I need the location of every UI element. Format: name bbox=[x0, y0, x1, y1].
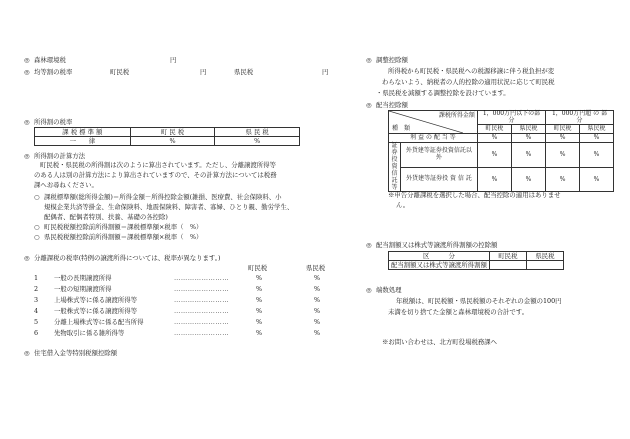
table-row bbox=[389, 167, 614, 192]
adjust-heading bbox=[366, 56, 408, 64]
table-row bbox=[389, 143, 614, 168]
calc-line: 町民税・県民税の所得割は次のように算出されています。ただし、分離譲渡所得等 bbox=[40, 161, 276, 169]
table-cell: % bbox=[580, 134, 614, 143]
adjust-line: ・県民税を減額する調整控除を設けています。 bbox=[376, 89, 510, 97]
forest-tax-unit: 円 bbox=[170, 56, 177, 64]
table-cell: % bbox=[477, 143, 511, 168]
separate-row-label: 分離上場株式等に係る配当所得 bbox=[54, 318, 144, 326]
calc-item-text: 配偶者、配偶者特別、扶養、基礎の各控除) bbox=[44, 213, 168, 221]
equal-rate-label: 均等割の税率 bbox=[34, 68, 73, 76]
equal-rate-city-unit: 円 bbox=[200, 68, 207, 76]
separate-row-label: 先物取引に係る雑所得等 bbox=[54, 329, 125, 337]
separate-row-pref: % bbox=[314, 285, 321, 293]
dividend-band-header: 1，000万円超 の 部 分 bbox=[546, 111, 614, 125]
separate-row-pref: % bbox=[314, 296, 321, 304]
equal-rate-pref-unit: 円 bbox=[322, 68, 329, 76]
separate-row-number: 4 bbox=[34, 307, 39, 315]
table-header-cell: 町民税 bbox=[477, 125, 511, 134]
table-cell: % bbox=[477, 134, 511, 143]
separate-row-pref: % bbox=[314, 274, 321, 282]
calc-item bbox=[34, 233, 202, 241]
forest-tax-label: 森林環境税 bbox=[34, 56, 66, 64]
leader-dots: …………………… bbox=[174, 329, 230, 337]
equal-rate-city-label: 町民税 bbox=[110, 68, 130, 76]
table-row bbox=[389, 134, 614, 143]
calc-item-text: 課税標準額(総所得金額)＝所得金額－所得控除金額(雑損、医療費、社会保険料、小 bbox=[44, 193, 282, 201]
calc-line: 課へお尋ねください。 bbox=[34, 181, 98, 189]
separate-row-city: % bbox=[256, 296, 263, 304]
separate-row-city: % bbox=[256, 307, 263, 315]
adjust-line: 所得税から町民税・県民税への税源移譲に伴う税負担が変 bbox=[388, 67, 555, 75]
table-cell: 外貨建等証券投 資 信 託 bbox=[401, 167, 478, 192]
table-header-cell: 課 税 標 準 額 bbox=[35, 128, 131, 137]
rounding-label: 端数処理 bbox=[376, 286, 402, 294]
adjust-label: 調整控除額 bbox=[376, 56, 408, 64]
dividend-group-cell: 証券投資信託等 bbox=[389, 143, 401, 192]
separate-row-city: % bbox=[256, 274, 263, 282]
dividend-note: ※申告分離課税を選択した場合、配当控除の適用はありませ bbox=[388, 191, 561, 199]
housing-row bbox=[24, 349, 117, 357]
dividend-heading bbox=[366, 101, 408, 109]
bullet-double-circle-icon: ◎ bbox=[24, 68, 30, 76]
leader-dots: …………………… bbox=[174, 285, 230, 293]
calc-item-text: 県民税税額控除前所得割額＝課税標準額×税率（ %） bbox=[44, 233, 203, 241]
dividend-table bbox=[388, 110, 614, 192]
table-cell: % bbox=[580, 167, 614, 192]
contact-note: ※お問い合わせは、北方町役場税務課へ bbox=[382, 338, 498, 346]
table-header-cell: 県民税 bbox=[511, 125, 545, 134]
dividend-band-header: 1，000万円以下の部分 bbox=[477, 111, 545, 125]
table-cell: 利 益 の 配 当 等 bbox=[389, 134, 478, 143]
table-cell: % bbox=[511, 143, 545, 168]
separate-row-number: 3 bbox=[34, 296, 39, 304]
dividend-corner-top: 課税所得金額 bbox=[438, 112, 475, 119]
dividend-corner-cell bbox=[389, 111, 478, 134]
calc-item bbox=[34, 223, 202, 231]
table-cell: 一 律 bbox=[35, 137, 131, 146]
dividend-deduct-label: 配当割額又は株式等譲渡所得割額の控除額 bbox=[376, 241, 498, 249]
table-cell: % bbox=[477, 167, 511, 192]
table-cell: % bbox=[511, 167, 545, 192]
dividend-label: 配当控除額 bbox=[376, 101, 408, 109]
separate-label: 分離課税の税率(特例の譲渡所得については、税率が異なります。) bbox=[34, 254, 221, 262]
leader-dots: …………………… bbox=[174, 307, 230, 315]
table-row bbox=[35, 128, 300, 137]
bullet-double-circle-icon: ◎ bbox=[366, 56, 372, 64]
separate-row-label: 上場株式等に係る譲渡所得等 bbox=[54, 296, 138, 304]
bullet-double-circle-icon: ◎ bbox=[24, 118, 30, 126]
bullet-double-circle-icon: ◎ bbox=[24, 349, 30, 357]
table-header-cell: 区 分 bbox=[389, 252, 490, 261]
separate-row-pref: % bbox=[314, 307, 321, 315]
rounding-line: 年税額は、町民税額・県民税額のそれぞれの金額の100円 bbox=[396, 297, 562, 305]
bullet-double-circle-icon: ◎ bbox=[24, 56, 30, 64]
separate-row-pref: % bbox=[314, 318, 321, 326]
table-cell: % bbox=[546, 143, 580, 168]
calc-label: 所得割の計算方法 bbox=[34, 152, 86, 160]
calc-item bbox=[34, 193, 282, 201]
leader-dots: …………………… bbox=[174, 318, 230, 326]
table-cell: % bbox=[511, 134, 545, 143]
bullet-circle-icon: ○ bbox=[34, 193, 40, 201]
separate-row-city: % bbox=[256, 285, 263, 293]
table-cell: % bbox=[580, 143, 614, 168]
table-cell: % bbox=[546, 134, 580, 143]
table-header-cell: 町民税 bbox=[489, 252, 526, 261]
separate-col-pref: 県民税 bbox=[306, 264, 326, 272]
bullet-double-circle-icon: ◎ bbox=[366, 286, 372, 294]
income-rate-table bbox=[34, 127, 300, 146]
table-cell bbox=[489, 261, 526, 270]
separate-col-city: 町民税 bbox=[248, 264, 268, 272]
bullet-double-circle-icon: ◎ bbox=[24, 254, 30, 262]
table-cell: 配当割額又は株式等譲渡所得割額 bbox=[389, 261, 490, 270]
table-header-cell: 県 民 税 bbox=[215, 128, 300, 137]
calc-heading bbox=[24, 152, 85, 160]
forest-tax-row bbox=[24, 56, 66, 64]
equal-rate-row bbox=[24, 68, 72, 76]
table-header-cell: 県民税 bbox=[580, 125, 614, 134]
bullet-circle-icon: ○ bbox=[34, 223, 40, 231]
dividend-deduct-heading bbox=[366, 241, 497, 249]
separate-row-city: % bbox=[256, 329, 263, 337]
table-cell: % bbox=[130, 137, 215, 146]
bullet-double-circle-icon: ◎ bbox=[24, 152, 30, 160]
table-cell: 外貨建等証券投資信託以外 bbox=[401, 143, 478, 168]
bullet-circle-icon: ○ bbox=[34, 233, 40, 241]
income-rate-label: 所得割の税率 bbox=[34, 118, 73, 126]
rounding-heading bbox=[366, 286, 402, 294]
bullet-double-circle-icon: ◎ bbox=[366, 101, 372, 109]
table-row bbox=[35, 137, 300, 146]
income-rate-heading bbox=[24, 118, 72, 126]
bullet-double-circle-icon: ◎ bbox=[366, 241, 372, 249]
separate-row-number: 6 bbox=[34, 329, 39, 337]
separate-row-label: 一般の長期譲渡所得 bbox=[54, 274, 112, 282]
calc-line: のある人は別の計算方法により算出されていますので、その計算方法については税務 bbox=[34, 171, 277, 179]
leader-dots: …………………… bbox=[174, 274, 230, 282]
equal-rate-pref-label: 県民税 bbox=[234, 68, 254, 76]
separate-row-number: 2 bbox=[34, 285, 39, 293]
table-row bbox=[389, 111, 614, 125]
calc-item-text: 規模企業共済等掛金、生命保険料、地震保険料、障害者、寡婦、ひとり親、勤労学生、 bbox=[44, 203, 294, 211]
dividend-corner-bottom: 種 類 bbox=[392, 124, 411, 132]
separate-row-number: 5 bbox=[34, 318, 39, 326]
separate-row-label: 一般株式等に係る譲渡所得等 bbox=[54, 307, 138, 315]
separate-row-label: 一般の短期譲渡所得 bbox=[54, 285, 112, 293]
table-cell: % bbox=[546, 167, 580, 192]
table-row bbox=[389, 252, 564, 261]
rounding-line: 未満を切り捨てた金額と森林環境税の合計です。 bbox=[388, 308, 529, 316]
table-cell bbox=[526, 261, 563, 270]
separate-heading bbox=[24, 254, 220, 262]
table-row bbox=[389, 261, 564, 270]
table-header-cell: 町 民 税 bbox=[130, 128, 215, 137]
separate-row-number: 1 bbox=[34, 274, 39, 282]
dividend-note: ん。 bbox=[396, 201, 410, 209]
separate-row-city: % bbox=[256, 318, 263, 326]
housing-label: 住宅借入金等特別税額控除額 bbox=[34, 349, 118, 357]
leader-dots: …………………… bbox=[174, 296, 230, 304]
adjust-line: わらないよう、納税者の人的控除の適用状況に応じて町民税 bbox=[382, 78, 555, 86]
table-cell: % bbox=[215, 137, 300, 146]
separate-row-pref: % bbox=[314, 329, 321, 337]
table-header-cell: 町民税 bbox=[546, 125, 580, 134]
table-header-cell: 県民税 bbox=[526, 252, 563, 261]
dividend-deduct-table bbox=[388, 251, 564, 270]
calc-item-text: 町民税税額控除前所得割額＝課税標準額×税率（ %） bbox=[44, 223, 203, 231]
